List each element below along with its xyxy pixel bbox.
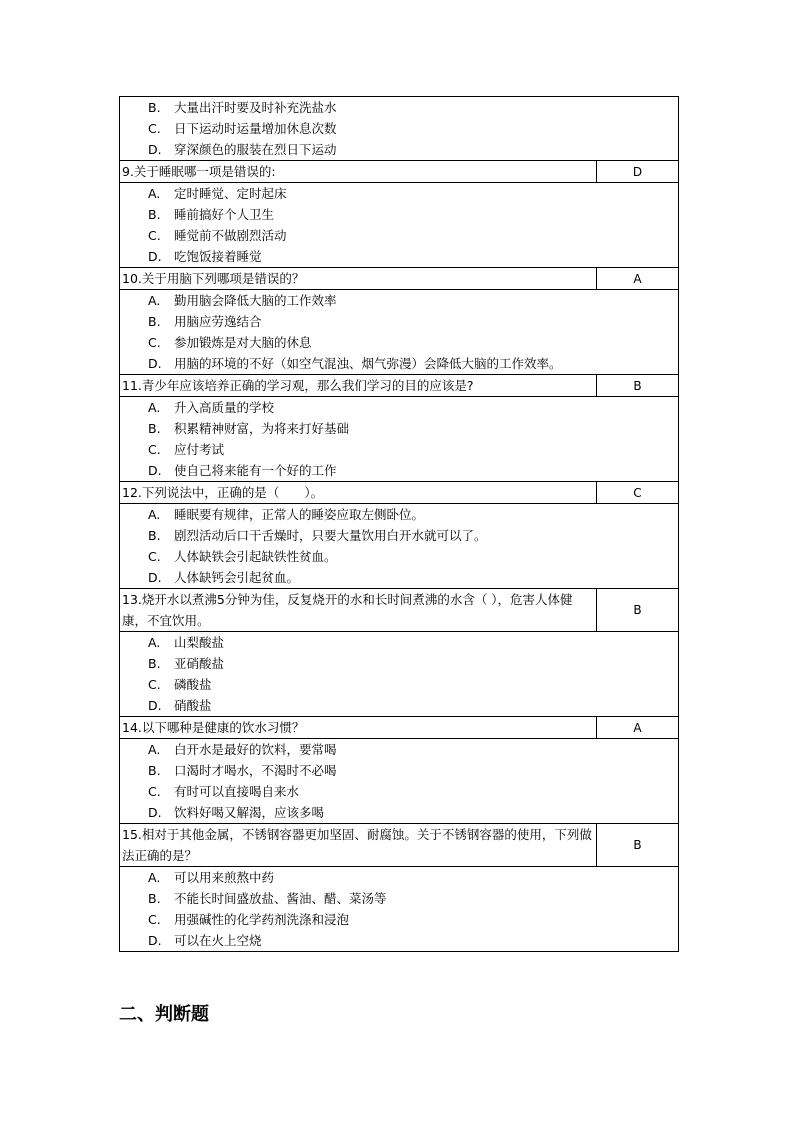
option-text: 剧烈活动后口干舌燥时，只要大量饮用白开水就可以了。 bbox=[174, 528, 487, 543]
option-text: 穿深颜色的服装在烈日下运动 bbox=[174, 142, 337, 157]
question-text: 9.关于睡眠哪一项是错误的: bbox=[120, 161, 597, 183]
answer-cell: A bbox=[596, 268, 678, 290]
option-text: 升入高质量的学校 bbox=[174, 400, 275, 415]
options-cell bbox=[120, 867, 679, 952]
option-text: 睡前搞好个人卫生 bbox=[174, 207, 275, 222]
options-cell bbox=[120, 290, 679, 375]
options-row bbox=[120, 183, 679, 268]
options-cell bbox=[120, 397, 679, 482]
option-item bbox=[148, 525, 678, 546]
option-item bbox=[148, 97, 678, 118]
option-letter: B. bbox=[148, 656, 161, 671]
option-text: 日下运动时运量增加休息次数 bbox=[174, 121, 337, 136]
option-item bbox=[148, 504, 678, 525]
options-cell bbox=[120, 183, 679, 268]
option-item bbox=[148, 695, 678, 716]
option-text: 吃饱饭接着睡觉 bbox=[174, 249, 262, 264]
option-letter: D. bbox=[148, 356, 162, 371]
option-letter: B. bbox=[148, 891, 161, 906]
answer-cell: C bbox=[596, 482, 678, 504]
option-item bbox=[148, 332, 678, 353]
quiz-table bbox=[119, 96, 679, 952]
option-item bbox=[148, 867, 678, 888]
options-row bbox=[120, 97, 679, 161]
options-row bbox=[120, 290, 679, 375]
option-text: 参加锻炼是对大脑的休息 bbox=[174, 335, 312, 350]
question-row bbox=[120, 268, 679, 290]
option-letter: D. bbox=[148, 698, 162, 713]
question-text: 15.相对于其他金属，不锈钢容器更加坚固、耐腐蚀。关于不锈钢容器的使用，下列做法正确的是？ bbox=[120, 824, 597, 867]
option-letter: A. bbox=[148, 742, 161, 757]
question-row bbox=[120, 717, 679, 739]
option-text: 白开水是最好的饮料，要常喝 bbox=[174, 742, 337, 757]
question-text: 10.关于用脑下列哪项是错误的？ bbox=[120, 268, 597, 290]
option-item bbox=[148, 311, 678, 332]
option-item bbox=[148, 888, 678, 909]
option-letter: B. bbox=[148, 528, 161, 543]
option-letter: D. bbox=[148, 805, 162, 820]
question-row bbox=[120, 589, 679, 632]
option-item bbox=[148, 739, 678, 760]
option-text: 硝酸盐 bbox=[174, 698, 212, 713]
option-text: 用强碱性的化学药剂洗涤和浸泡 bbox=[174, 912, 350, 927]
option-text: 可以用来煎熬中药 bbox=[174, 870, 275, 885]
option-text: 不能长时间盛放盐、酱油、醋、菜汤等 bbox=[174, 891, 387, 906]
question-text: 13.烧开水以煮沸5分钟为佳，反复烧开的水和长时间煮沸的水含（ ），危害人体健康，不宜饮用。 bbox=[120, 589, 597, 632]
option-text: 勤用脑会降低大脑的工作效率 bbox=[174, 293, 337, 308]
option-item bbox=[148, 781, 678, 802]
option-item bbox=[148, 118, 678, 139]
option-item bbox=[148, 546, 678, 567]
option-text: 睡眠要有规律，正常人的睡姿应取左侧卧位。 bbox=[174, 507, 425, 522]
option-letter: D. bbox=[148, 570, 162, 585]
option-letter: C. bbox=[148, 677, 161, 692]
option-item bbox=[148, 183, 678, 204]
option-letter: B. bbox=[148, 421, 161, 436]
option-letter: B. bbox=[148, 314, 161, 329]
option-letter: A. bbox=[148, 635, 161, 650]
options-cell bbox=[120, 739, 679, 824]
option-item bbox=[148, 653, 678, 674]
question-row bbox=[120, 161, 679, 183]
options-row bbox=[120, 739, 679, 824]
option-item bbox=[148, 760, 678, 781]
option-item bbox=[148, 674, 678, 695]
option-letter: B. bbox=[148, 100, 161, 115]
answer-cell: B bbox=[596, 589, 678, 632]
option-letter: D. bbox=[148, 142, 162, 157]
option-item bbox=[148, 290, 678, 311]
options-row bbox=[120, 867, 679, 952]
question-text: 14.以下哪种是健康的饮水习惯？ bbox=[120, 717, 597, 739]
option-item bbox=[148, 802, 678, 823]
question-row bbox=[120, 482, 679, 504]
option-item bbox=[148, 353, 678, 374]
answer-cell: A bbox=[596, 717, 678, 739]
option-item bbox=[148, 225, 678, 246]
option-letter: C. bbox=[148, 784, 161, 799]
option-letter: C. bbox=[148, 228, 161, 243]
option-item bbox=[148, 909, 678, 930]
quiz-table-body bbox=[120, 97, 679, 952]
option-letter: D. bbox=[148, 249, 162, 264]
option-text: 使自己将来能有一个好的工作 bbox=[174, 463, 337, 478]
option-letter: C. bbox=[148, 121, 161, 136]
question-text: 11.青少年应该培养正确的学习观，那么我们学习的目的应该是? bbox=[120, 375, 597, 397]
option-letter: C. bbox=[148, 335, 161, 350]
option-letter: C. bbox=[148, 442, 161, 457]
option-letter: A. bbox=[148, 186, 161, 201]
option-letter: A. bbox=[148, 400, 161, 415]
options-row bbox=[120, 397, 679, 482]
option-text: 亚硝酸盐 bbox=[174, 656, 225, 671]
option-letter: D. bbox=[148, 933, 162, 948]
answer-cell: B bbox=[596, 824, 678, 867]
option-text: 山梨酸盐 bbox=[174, 635, 225, 650]
option-text: 磷酸盐 bbox=[174, 677, 212, 692]
section-heading-true-false: 二、判断题 bbox=[119, 1004, 209, 1025]
option-item bbox=[148, 418, 678, 439]
option-text: 用脑应劳逸结合 bbox=[174, 314, 262, 329]
options-cell bbox=[120, 504, 679, 589]
option-item bbox=[148, 460, 678, 481]
option-letter: D. bbox=[148, 463, 162, 478]
option-letter: A. bbox=[148, 507, 161, 522]
option-letter: B. bbox=[148, 763, 161, 778]
options-cell bbox=[120, 632, 679, 717]
option-text: 定时睡觉、定时起床 bbox=[174, 186, 287, 201]
options-row bbox=[120, 632, 679, 717]
option-item bbox=[148, 204, 678, 225]
option-item bbox=[148, 397, 678, 418]
option-text: 口渴时才喝水，不渴时不必喝 bbox=[174, 763, 337, 778]
option-text: 睡觉前不做剧烈活动 bbox=[174, 228, 287, 243]
option-item bbox=[148, 567, 678, 588]
option-letter: C. bbox=[148, 912, 161, 927]
answer-cell: D bbox=[596, 161, 678, 183]
option-item bbox=[148, 632, 678, 653]
question-row bbox=[120, 375, 679, 397]
option-item bbox=[148, 139, 678, 160]
option-item bbox=[148, 246, 678, 267]
option-text: 可以在火上空烧 bbox=[174, 933, 262, 948]
option-text: 用脑的环境的不好（如空气混浊、烟气弥漫）会降低大脑的工作效率。 bbox=[174, 356, 562, 371]
option-text: 有时可以直接喝自来水 bbox=[174, 784, 300, 799]
option-text: 人体缺钙会引起贫血。 bbox=[174, 570, 300, 585]
options-row bbox=[120, 504, 679, 589]
option-text: 积累精神财富，为将来打好基础 bbox=[174, 421, 350, 436]
answer-cell: B bbox=[596, 375, 678, 397]
option-item bbox=[148, 930, 678, 951]
option-text: 人体缺铁会引起缺铁性贫血。 bbox=[174, 549, 337, 564]
question-row bbox=[120, 824, 679, 867]
option-item bbox=[148, 439, 678, 460]
option-letter: A. bbox=[148, 870, 161, 885]
question-text: 12.下列说法中，正确的是（ ）。 bbox=[120, 482, 597, 504]
option-letter: C. bbox=[148, 549, 161, 564]
options-cell bbox=[120, 97, 679, 161]
option-letter: A. bbox=[148, 293, 161, 308]
option-text: 饮料好喝又解渴，应该多喝 bbox=[174, 805, 325, 820]
option-letter: B. bbox=[148, 207, 161, 222]
option-text: 应付考试 bbox=[174, 442, 225, 457]
option-text: 大量出汗时要及时补充洗盐水 bbox=[174, 100, 337, 115]
